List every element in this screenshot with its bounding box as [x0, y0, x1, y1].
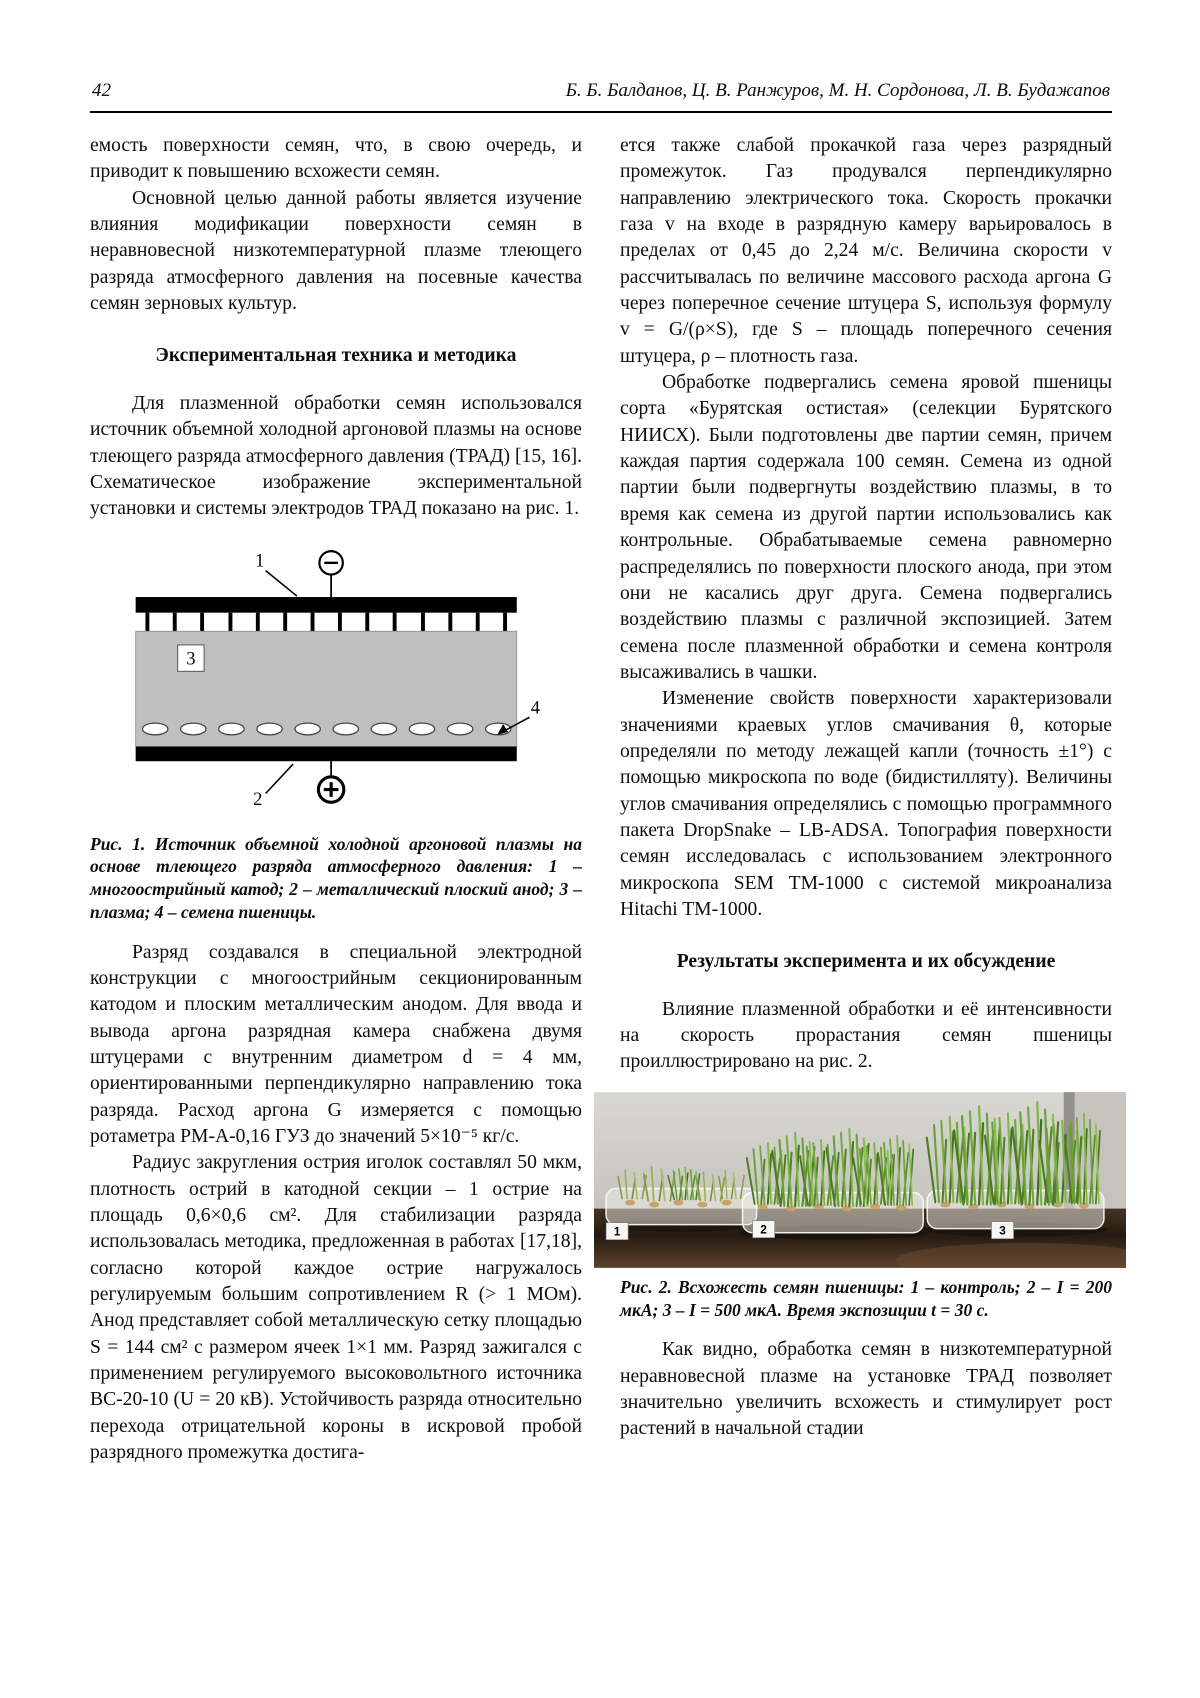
paragraph: Для плазменной обработки семян использовался источник объемной холодной аргоновой плазмы на основе тлеющего разряда атмосферного давления (ТРАД) [15, 16]. Схематическое изображение экспериментальной установки и системы электродов ТРАД показано на рис. 1. — [90, 392, 582, 520]
paragraph: Основной целью данной работы является изучение влияния модификации поверхности семян в неравновесной низкотемпературной плазме тлеющего разряда атмосферного давления на посевные качества семян зерновых культур. — [90, 187, 582, 315]
paragraph: Радиус закругления острия иголок составлял 50 мкм, плотность острий в катодной секции – 1 острие на площадь 0,6×0,6 см². Для стабилизации разряда использовалась методика, предложенная в работах [17,18], согласно которой каждое острие нагружалось регулируемым большим сопротивлением R (> 1 МОм). Анод представляет собой металлическую сетку площадью S = 144 см² с размером ячеек 1×1 мм. Разряд зажигался с применением регулируемого высоковольтного источника ВС-20-10 (U = 20 кВ). Устойчивость разряда относительно перехода отрицательной короны в искровой пробой разрядного промежутка достига- — [90, 1152, 582, 1464]
two-column-body — [90, 133, 1112, 1466]
plus-terminal-icon — [318, 761, 343, 802]
figure1-svg — [121, 543, 551, 827]
fig1-pointer-2 — [266, 764, 293, 793]
right-column — [613, 133, 1112, 1466]
svg-text:3: 3 — [186, 648, 196, 670]
authors-line: Б. Б. Балданов, Ц. В. Ранжуров, М. Н. Сордонова, Л. В. Будажапов — [565, 80, 1110, 101]
fig1-label-anode: 2 — [253, 788, 263, 810]
section-heading-methods: Экспериментальная техника и методика — [155, 345, 517, 367]
paragraph: Влияние плазменной обработки и её интенсивности на скорость прорастания семян пшеницы проиллюстрировано на рис. 2. — [620, 998, 1112, 1073]
paragraph: Изменение свойств поверхности характеризовали значениями краевых углов смачивания θ, которые определяли по методу лежащей капли (точность ±1°) с помощью микроскопа по воде (бидистилляту). Величины углов смачивания определялись с помощью программного пакета DropSnake – LB-ADSA. Топография поверхности семян исследовалась с использованием электронного микроскопа SEM TM-1000 с системой микроанализа Hitachi TM-1000. — [620, 688, 1112, 920]
figure1-schematic — [121, 543, 551, 827]
figure1-caption: Рис. 1. Источник объемной холодной аргоновой плазмы на основе тлеющего разряда атмосферного давления: 1 – многоострийный катод; 2 – металлический плоский анод; 3 – плазма; 4 – семена пшеницы. — [90, 833, 582, 922]
paragraph: Обработке подвергались семена яровой пшеницы сорта «Бурятская остистая» (селекции Бурятского НИИСХ). Были подготовлены две партии семян, причем каждая партия содержала 100 семян. Семена из одной партии были подвергнуты воздействию плазмы, в то время как семена из другой партии использовались как контрольные. Обрабатываемые семена равномерно распределялись по поверхности плоского анода, при этом они не касались друг друга. Семена подвергались воздействию плазмы с различной экспозицией. Затем семена после плазменной обработки и семена контроля высаживались в чашки. — [620, 372, 1112, 683]
paragraph: Разряд создавался в специальной электродной конструкции с многоострийным секционированным катодом и плоским металлическим анодом. Для ввода и вывода аргона разрядная камера снабжена двумя штуцерами с внутренним диаметром d = 4 мм, ориентированными перпендикулярно направлению тока разряда. Расход аргона G измеряется с помощью ротаметра РМ-А-0,16 ГУЗ до значений 5×10⁻⁵ кг/с. — [90, 941, 582, 1147]
section-heading-results: Результаты эксперимента и их обсуждение — [676, 951, 1056, 973]
figure2-photo — [594, 1092, 1126, 1268]
figure2-svg — [594, 1092, 1126, 1268]
fig1-label-seeds: 4 — [530, 696, 541, 718]
page-number: 42 — [92, 80, 111, 101]
paragraph: ется также слабой прокачкой газа через разрядный промежуток. Газ продувался перпендикулярно направлению электрического тока. Скорость прокачки газа v на входе в разрядную камеру варьировалось в пределах от 0,45 до 2,24 м/с. Величина скорости v рассчитывалась по величине массового расхода аргона G через поперечное сечение штуцера S, используя формулу v = G/(ρ×S), где S – площадь поперечного сечения штуцера, ρ – плотность газа. — [620, 135, 1112, 367]
paragraph: емость поверхности семян, что, в свою очередь, и приводит к повышению всхожести семян. — [90, 135, 582, 183]
fig1-label-cathode: 1 — [255, 550, 265, 572]
left-column — [90, 133, 582, 1466]
cathode-bar — [136, 597, 517, 613]
photo-label-3: 3 — [999, 1223, 1006, 1238]
fig1-pointer-1 — [266, 570, 297, 595]
fig1-label-plasma — [178, 645, 204, 671]
anode-bar — [136, 746, 517, 761]
cathode-needles — [147, 612, 505, 633]
photo-label-1: 1 — [613, 1224, 621, 1239]
minus-terminal-icon — [319, 551, 342, 597]
photo-label-2: 2 — [760, 1222, 767, 1237]
paragraph: Как видно, обработка семян в низкотемпературной неравновесной плазме на установке ТРАД позволяет значительно увеличить всхожесть и стимулирует рост растений в начальной стадии — [620, 1339, 1112, 1440]
figure2-caption: Рис. 2. Всхожесть семян пшеницы: 1 – контроль; 2 – I = 200 мкА; 3 – I = 500 мкА. Время экспозиции t = 30 с. — [620, 1276, 1112, 1320]
running-header — [90, 80, 1112, 113]
